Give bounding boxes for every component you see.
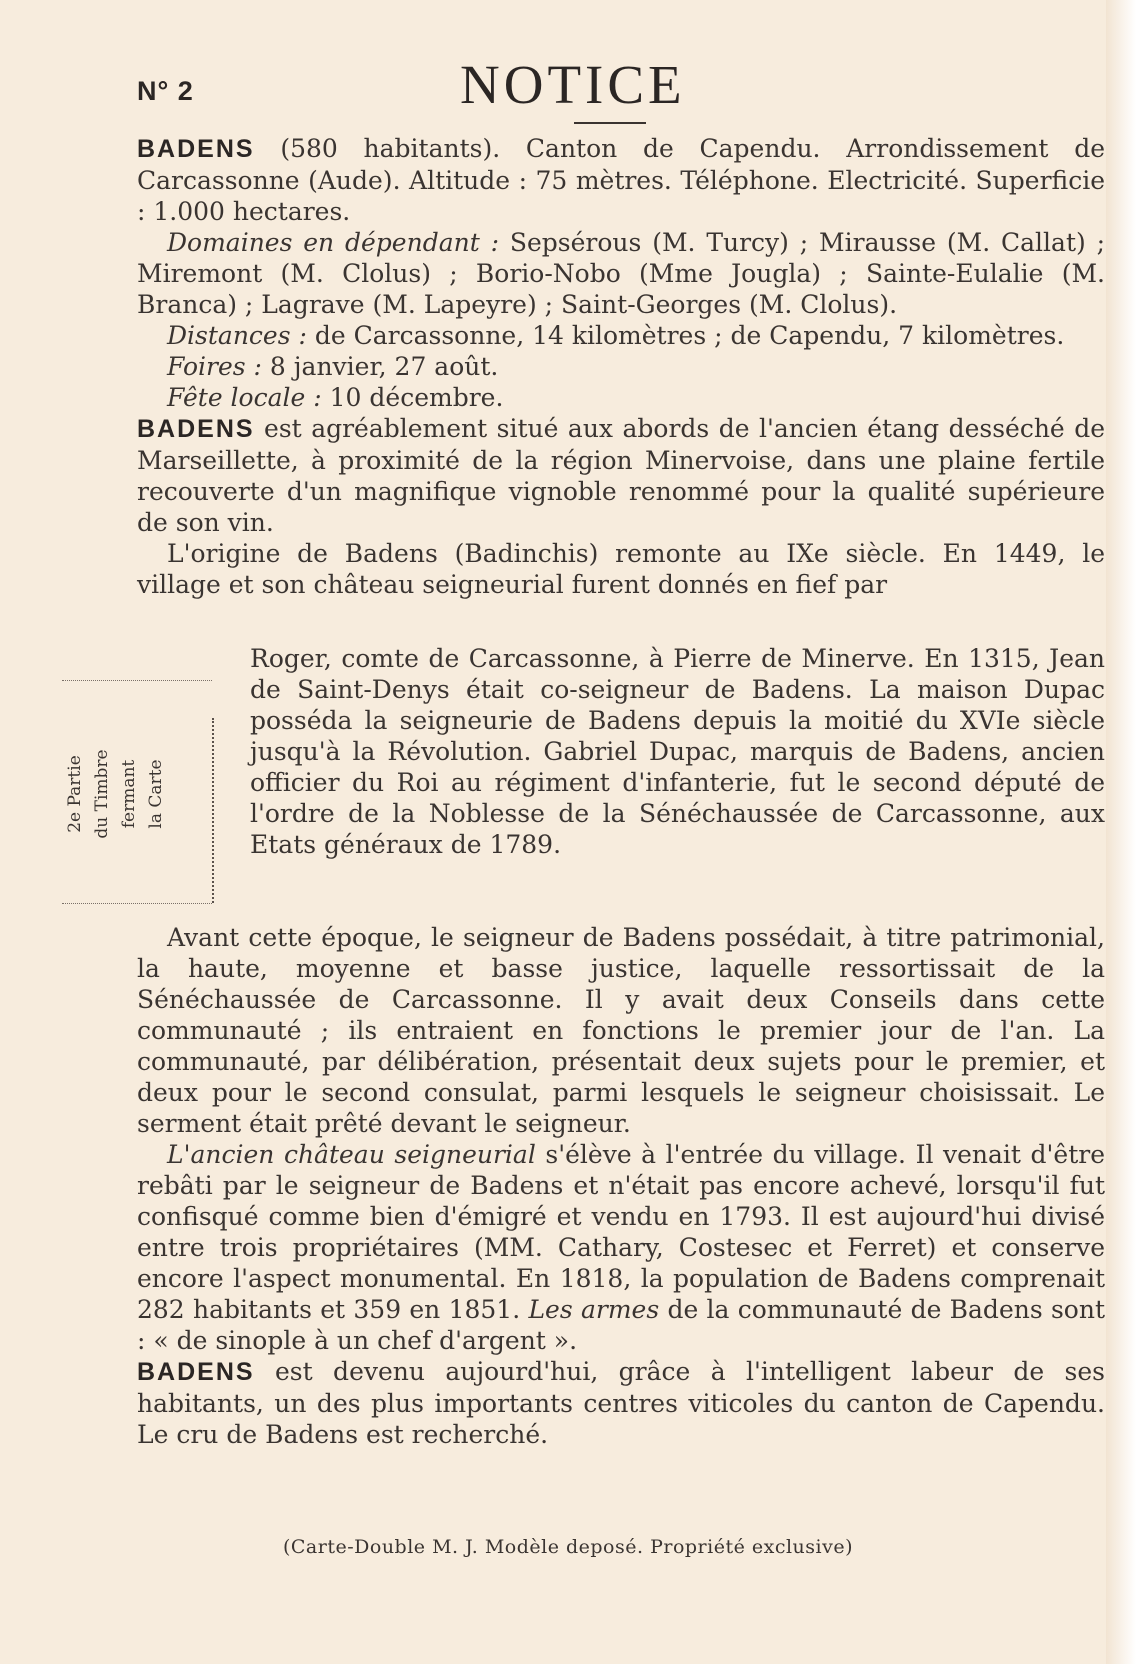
origine-paragraph-start: [137, 538, 1105, 600]
final-text: est devenu aujourd'hui, grâce à l'intelligent labeur de ses habitants, un des plus importants centres viticoles du canton de Capendu. Le cru de Badens est recherché.: [137, 1357, 1105, 1449]
avant-paragraph: [137, 922, 1105, 1139]
stamp-line: du Timbre: [92, 749, 112, 839]
place-name: BADENS: [137, 135, 255, 163]
notice-upper-text: [137, 133, 1105, 600]
origine-paragraph-rest: [250, 643, 1105, 860]
header: [0, 50, 1136, 140]
intro-text: (580 habitants). Canton de Capendu. Arrondissement de Carcassonne (Aude). Altitude : 75 mètres. Téléphone. Electricité. Superficie : 1.000 hectares.: [137, 134, 1105, 226]
distances-label: Distances :: [167, 321, 307, 350]
foires-label: Foires :: [167, 352, 262, 381]
chateau-label: L'ancien château seigneurial: [167, 1140, 536, 1169]
place-name: BADENS: [137, 415, 255, 443]
situation-paragraph: [137, 413, 1105, 538]
place-name: BADENS: [137, 1358, 255, 1386]
stamp-label: [62, 694, 170, 894]
armes-label: Les armes: [528, 1295, 660, 1324]
fete-text: 10 décembre.: [321, 383, 504, 412]
stamp-area: [62, 680, 212, 904]
fete-label: Fête locale :: [167, 383, 322, 412]
distances-text: de Carcassonne, 14 kilomètres ; de Capendu, 7 kilomètres.: [306, 321, 1065, 350]
origine-text-rest: Roger, comte de Carcassonne, à Pierre de Minerve. En 1315, Jean de Saint-Denys était co-seigneur de Badens. La maison Dupac posséda la seigneurie de Badens depuis la moitié du XVIe siècle jusqu'à la Révolution. Gabriel Dupac, marquis de Badens, ancien officier du Roi au régiment d'infanterie, fut le second député de l'ordre de la Noblesse de la Sénéchaussée de Carcassonne, aux Etats généraux de 1789.: [250, 644, 1105, 859]
origine-text-start: L'origine de Badens (Badinchis) remonte au IXe siècle. En 1449, le village et son château seigneurial furent donnés en fief par: [137, 539, 1105, 599]
domaines-label: Domaines en dépendant :: [167, 228, 500, 257]
notice-middle-text: [250, 643, 1105, 860]
stamp-line: fermant: [119, 759, 139, 829]
fete-paragraph: [137, 382, 1105, 413]
page-edge: [1106, 0, 1136, 1664]
stamp-fold-line: [212, 718, 214, 903]
intro-paragraph: [137, 133, 1105, 227]
final-paragraph: [137, 1356, 1105, 1450]
domaines-text: Sepsérous (M. Turcy) ; Mirausse (M. Callat) ; Miremont (M. Clolus) ; Borio-Nobo (Mme Jougla) ; Sainte-Eulalie (M. Branca) ; Lagrave (M. Lapeyre) ; Saint-Georges (M. Clolus).: [137, 228, 1106, 319]
notice-lower-text: [137, 922, 1105, 1450]
situation-text: est agréablement situé aux abords de l'ancien étang desséché de Marseillette, à proximité de la région Minervoise, dans une plaine fertile recouverte d'un magnifique vignoble renommé pour la qualité supérieure de son vin.: [137, 414, 1105, 537]
chateau-text: s'élève à l'entrée du village. Il venait d'être rebâti par le seigneur de Badens et n'était pas encore achevé, lorsqu'il fut confisqué comme bien d'émigré et vendu en 1793. Il est aujourd'hui divisé entre trois propriétaires (MM. Cathary, Costesec et Ferret) et conserve encore l'aspect monumental. En 1818, la population de Badens comprenait 282 habitants et 359 en 1851.: [137, 1140, 1106, 1324]
notice-number: N° 2: [137, 76, 194, 106]
stamp-line: 2e Partie: [65, 755, 85, 833]
stamp-line: la Carte: [146, 759, 166, 829]
foires-paragraph: [137, 351, 1105, 382]
domaines-paragraph: [137, 227, 1105, 320]
footer-note: (Carte-Double M. J. Modèle deposé. Propriété exclusive): [282, 1536, 853, 1558]
title-rule: [574, 122, 646, 124]
distances-paragraph: [137, 320, 1105, 351]
page-title: NOTICE: [460, 54, 686, 115]
foires-text: 8 janvier, 27 août.: [261, 352, 499, 381]
chateau-paragraph: [137, 1139, 1105, 1356]
avant-text: Avant cette époque, le seigneur de Badens possédait, à titre patrimonial, la haute, moyenne et basse justice, laquelle ressortissait de la Sénéchaussée de Carcassonne. Il y avait deux Conseils dans cette communauté ; ils entraient en fonctions le premier jour de l'an. La communauté, par délibération, présentait deux sujets pour le premier, et deux pour le second consulat, parmi lesquels le seigneur choisissait. Le serment était prêté devant le seigneur.: [137, 923, 1105, 1138]
armes-text: de la communauté de Badens sont : « de sinople à un chef d'argent ».: [137, 1295, 1105, 1355]
